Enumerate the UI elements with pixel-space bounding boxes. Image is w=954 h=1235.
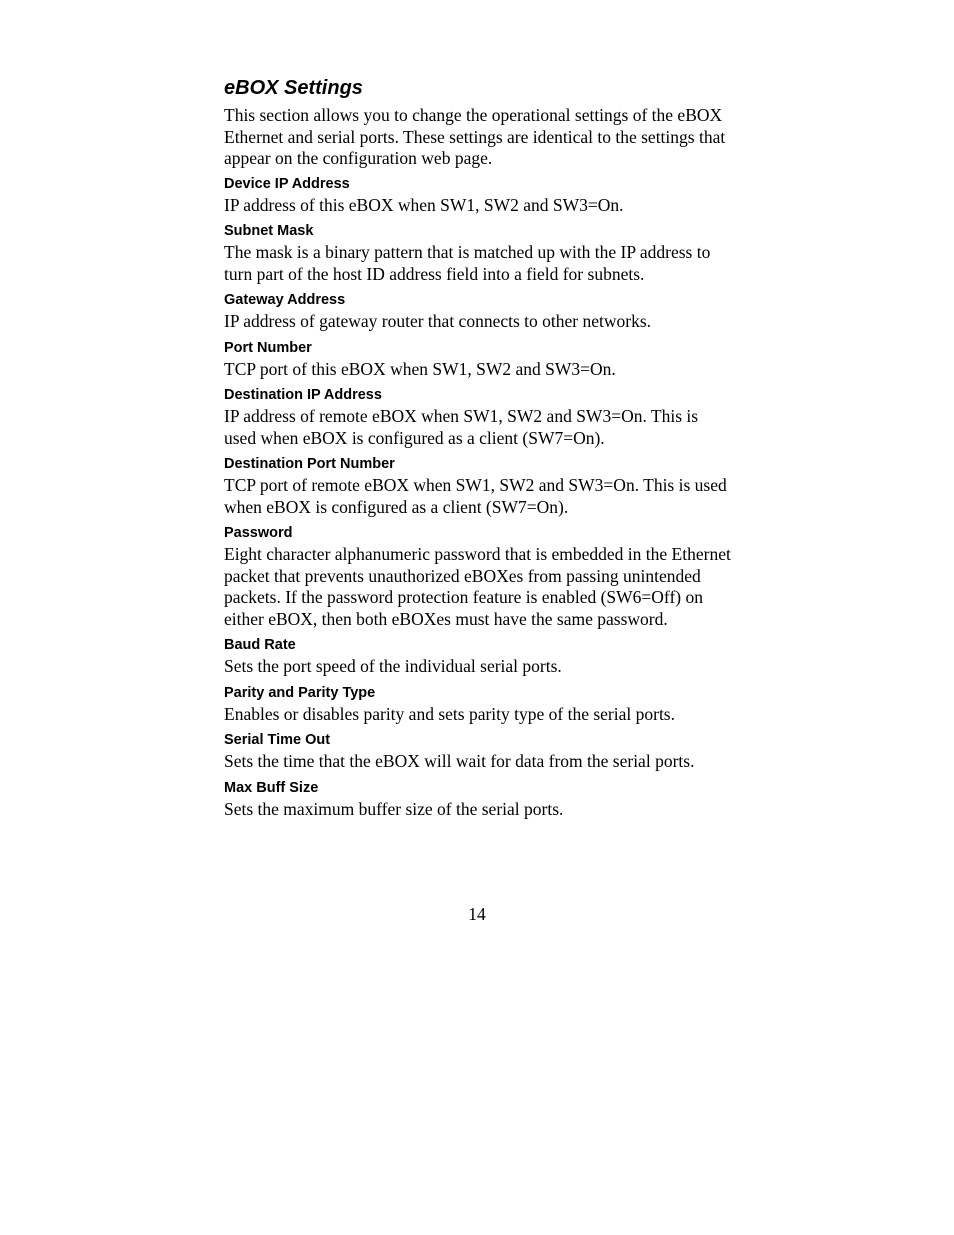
section-body: Sets the maximum buffer size of the serial ports. <box>224 798 564 819</box>
section-heading: Port Number <box>224 339 312 356</box>
section-heading: Device IP Address <box>224 175 350 192</box>
section-body: Sets the time that the eBOX will wait for data from the serial ports. <box>224 751 695 771</box>
section-password <box>224 524 734 630</box>
section-heading: Parity and Parity Type <box>224 684 376 701</box>
section-heading: Serial Time Out <box>224 732 331 748</box>
section-heading: Baud Rate <box>224 637 296 653</box>
section-destination-port-number <box>224 455 734 518</box>
section-destination-ip-address <box>224 386 734 449</box>
section-heading: Destination IP Address <box>224 387 382 403</box>
section-heading: Subnet Mask <box>224 223 314 239</box>
section-body: The mask is a binary pattern that is matched up with the IP address to turn part of the host ID address field into a field for subnets. <box>224 242 711 284</box>
section-subnet-mask <box>224 222 734 285</box>
document-page <box>224 74 734 826</box>
section-max-buff-size <box>224 779 734 821</box>
section-body: TCP port of this eBOX when SW1, SW2 and SW3=On. <box>224 358 616 379</box>
section-serial-time-out <box>224 731 734 773</box>
section-heading: Gateway Address <box>224 292 346 308</box>
page-title: eBOX Settings <box>224 77 363 99</box>
section-body: Sets the port speed of the individual serial ports. <box>224 656 562 676</box>
section-body: Eight character alphanumeric password that is embedded in the Ethernet packet that prevents unauthorized eBOXes from passing unintended packets. If the password protection feature is enabled (SW6=Off) on either eBOX, then both eBOXes must have the same password. <box>224 544 731 629</box>
section-body: IP address of remote eBOX when SW1, SW2 and SW3=On. This is used when eBOX is configured as a client (SW7=On). <box>224 406 699 448</box>
section-body: Enables or disables parity and sets parity type of the serial ports. <box>224 703 675 724</box>
section-body: IP address of this eBOX when SW1, SW2 and SW3=On. <box>224 194 624 215</box>
section-device-ip-address <box>224 175 734 217</box>
intro-paragraph: This section allows you to change the operational settings of the eBOX Ethernet and serial ports. These settings are identical to the settings that appear on the configuration web page. <box>224 105 726 168</box>
section-parity <box>224 684 734 726</box>
page-number: 14 <box>468 904 486 924</box>
section-gateway-address <box>224 291 734 333</box>
section-heading: Password <box>224 525 293 541</box>
section-body: TCP port of remote eBOX when SW1, SW2 and SW3=On. This is used when eBOX is configured as a client (SW7=On). <box>224 475 727 517</box>
section-baud-rate <box>224 636 734 678</box>
section-port-number <box>224 339 734 381</box>
section-heading: Destination Port Number <box>224 456 395 472</box>
section-body: IP address of gateway router that connects to other networks. <box>224 311 651 331</box>
section-heading: Max Buff Size <box>224 779 319 796</box>
